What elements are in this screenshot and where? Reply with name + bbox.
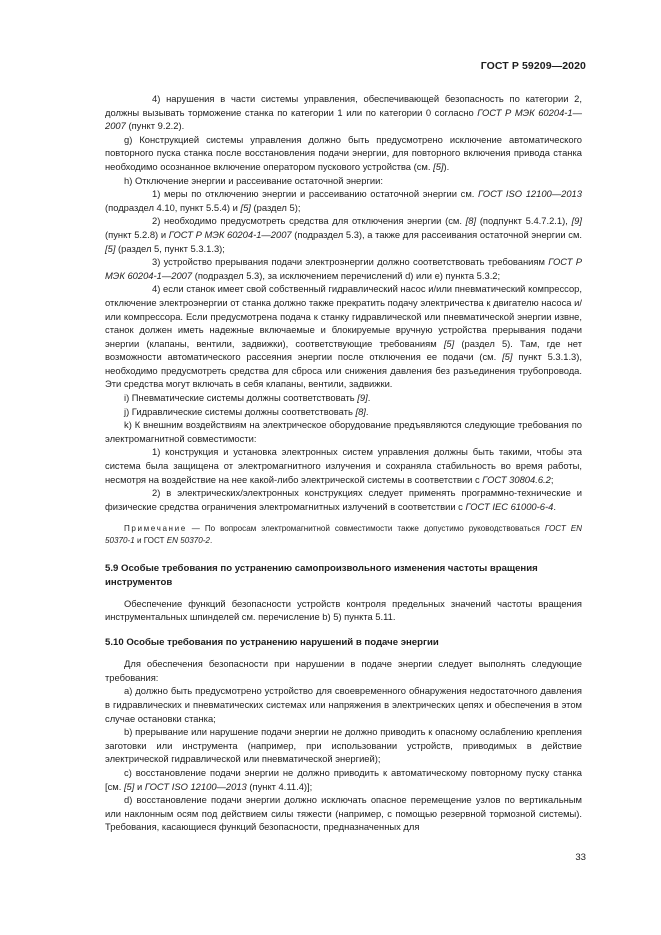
reference-text: ГОСТ Р МЭК 60204-1—2007 [168,228,292,240]
text-run: (пункт 9.2.2). [125,120,185,132]
paragraph [105,133,582,174]
text-run: j) Гидравлические системы должны соответствовать [124,405,356,417]
reference-text: [5] [443,337,455,349]
paragraph [105,766,582,793]
paragraph [105,214,582,255]
text-run: (подраздел 5.3), за исключением перечислений d) или e) пункта 5.3.2; [192,269,501,281]
section-5-10-heading: 5.10 Особые требования по устранению нарушений в подаче энергии [105,637,439,648]
text-run: . [365,405,369,417]
text-run: а) должно быть предусмотрено устройство для своевременного обнаружения недостаточного давления в гидравлических и пневматических системах или напряжения в электрических цепях и обеспечения в этом случае остановки станка; [105,685,582,724]
reference-text: ГОСТ Р МЭК 60204-1—2007 [105,256,583,281]
paragraph [105,255,582,282]
text-run: и ГОСТ [134,535,167,545]
text-run: (подраздел 4.10, пункт 5.5.4) и [105,201,241,213]
text-run: 4) если станок имеет свой собственный гидравлический насос и/или пневматический компрессор, отключение электроэнергии от станка должно также прекратить подачу электричества к двигателю насоса и/или компрессора. Если предусмотрена подача к станку гидравлической или пневматической энергии извне, станок должен иметь надежные включаемые и блокируемые вручную устройства прерывания подачи энергии (клапаны, вентили, задвижки), соответствующие требованиям [105,283,582,349]
text-run: пункт 5.3.1.3), необходимо предусмотреть средства для сброса или снижения давления без разъединения трубопровода. Эти средства могут включать в себя клапаны, вентили, задвижки. [105,351,582,390]
text-run: (подраздел 5.3), а также для рассеивания остаточной энергии см. [291,228,583,240]
text-run: k) К внешним воздействиям на электрическое оборудование предъявляются следующие требования по электромагнитной совместимости: [105,419,582,444]
reference-text: [8] [465,215,477,227]
text-run: i) Пневматические системы должны соответствовать [124,392,358,404]
text-run: . [553,500,556,512]
reference-text: EN 50370-2 [166,535,210,545]
text-run: (подпункт 5.4.7.2.1), [476,215,572,227]
paragraph [105,725,582,766]
page-number: 33 [575,852,586,863]
text-run: b) прерывание или нарушение подачи энергии не должно приводить к опасному ослаблению крепления заготовки или инструмента (например, при использовании устройств, приводимых в действие электрической гидравлической или пневматической энергией); [105,726,582,765]
paragraph [105,187,582,214]
reference-text: [9] [357,392,368,404]
text-run: ). [443,160,450,172]
clause-list [105,92,582,513]
text-run: 4) нарушения в части системы управления, обеспечивающей безопасность по категории 2, должны вызывать торможение станка по категории 1 или по категории 0 согласно [105,93,582,118]
document-code-header: ГОСТ Р 59209—2020 [480,60,586,72]
reference-text: [5] [123,780,135,792]
text-run: и [134,780,145,792]
reference-text: ГОСТ EN 50370-1 [105,524,582,545]
text-run: 3) устройство прерывания подачи электроэнергии должно соответствовать требованиям [152,256,549,268]
text-run: (раздел 5). Там, где нет возможности автоматического рассеяния энергии после отключения ее подачи (см. [105,337,582,363]
paragraph [105,391,582,405]
paragraph [105,282,582,391]
text-run: 2) необходимо предусмотреть средства для отключения энергии (см. [152,215,466,227]
paragraph [105,684,582,725]
paragraph [105,174,582,188]
text-run: h) Отключение энергии и рассеивание остаточной энергии: [124,174,383,186]
text-run: (раздел 5, пункт 5.3.1.3); [115,242,225,254]
paragraph [105,418,582,445]
text-run: — По вопросам электромагнитной совместимости также допустимо руководствоваться [186,524,545,534]
text-run: (пункт 5.2.8) и [105,228,169,240]
text-run: g) Конструкцией системы управления должно быть предусмотрено исключение автоматического повторного пуска станка после восстановления подачи энергии, для повторного включения привода станка необходимо осознанное включение оператором пускового устройства (см. [105,133,582,172]
paragraph [105,445,582,486]
text-run: ; [550,473,554,485]
section-5-9-text: Обеспечение функций безопасности устройств контроля предельных значений частоты вращения инструментальных шпинделей см. перечисление b) 5) пункта 5.11. [105,597,582,623]
text-run: (пункт 4.11.4)]; [246,780,313,792]
text-run: . [367,392,371,404]
note [105,523,582,546]
reference-text: [8] [355,405,366,417]
reference-text: [5] [240,201,251,213]
reference-text: [5] [105,242,116,254]
text-run: Для обеспечения безопасности при нарушении в подаче энергии следует выполнять следующие требования: [105,658,582,683]
text-run: c) восстановление подачи энергии не должно приводить к автоматическому повторному пуску станка [см. [105,766,582,792]
text-run: 1) конструкция и установка электронных систем управления должны быть такими, чтобы эта система была защищена от электромагнитного излучения и сохраняла стабильность во время работы, несмотря на воздействие на нее какой-либо электрической системы в соответствии с [105,446,582,485]
paragraph [105,405,582,419]
reference-text: [9] [571,215,582,227]
section-5-9-heading: 5.9 Особые требования по устранению самопроизвольного изменения частоты вращения инструментов [105,563,538,588]
paragraph [105,486,582,513]
text-run: d) восстановление подачи энергии должно исключать опасное перемещение узлов по вертикальным или наклонным осям под действием силы тяжести (например, с помощью резервной тормозной системы). Требования, касающиеся функций безопасности, предназначенных для [105,794,582,833]
reference-text: [5] [502,351,513,363]
text-run: Примечание [124,524,187,534]
section-5-10-body [105,657,582,834]
paragraph [105,657,582,684]
reference-text: ГОСТ IEC 61000-6-4 [465,500,554,512]
reference-text: [5] [433,160,444,172]
text-run: . [209,535,213,545]
reference-text: ГОСТ Р МЭК 60204-1—2007 [105,106,583,132]
text-run: 1) меры по отключению энергии и рассеиванию остаточной энергии см. [152,188,479,200]
reference-text: ГОСТ 30804.6.2 [482,473,551,485]
document-body [105,92,582,834]
text-run: (раздел 5); [250,201,301,213]
reference-text: ГОСТ ISO 12100—2013 [478,188,582,200]
text-run: 2) в электрических/электронных конструкциях следует применять программно-технические и физические средства ограничения электромагнитных излучений в соответствии с [105,487,582,512]
paragraph [105,793,582,834]
reference-text: ГОСТ ISO 12100—2013 [144,780,247,792]
paragraph [105,92,582,133]
